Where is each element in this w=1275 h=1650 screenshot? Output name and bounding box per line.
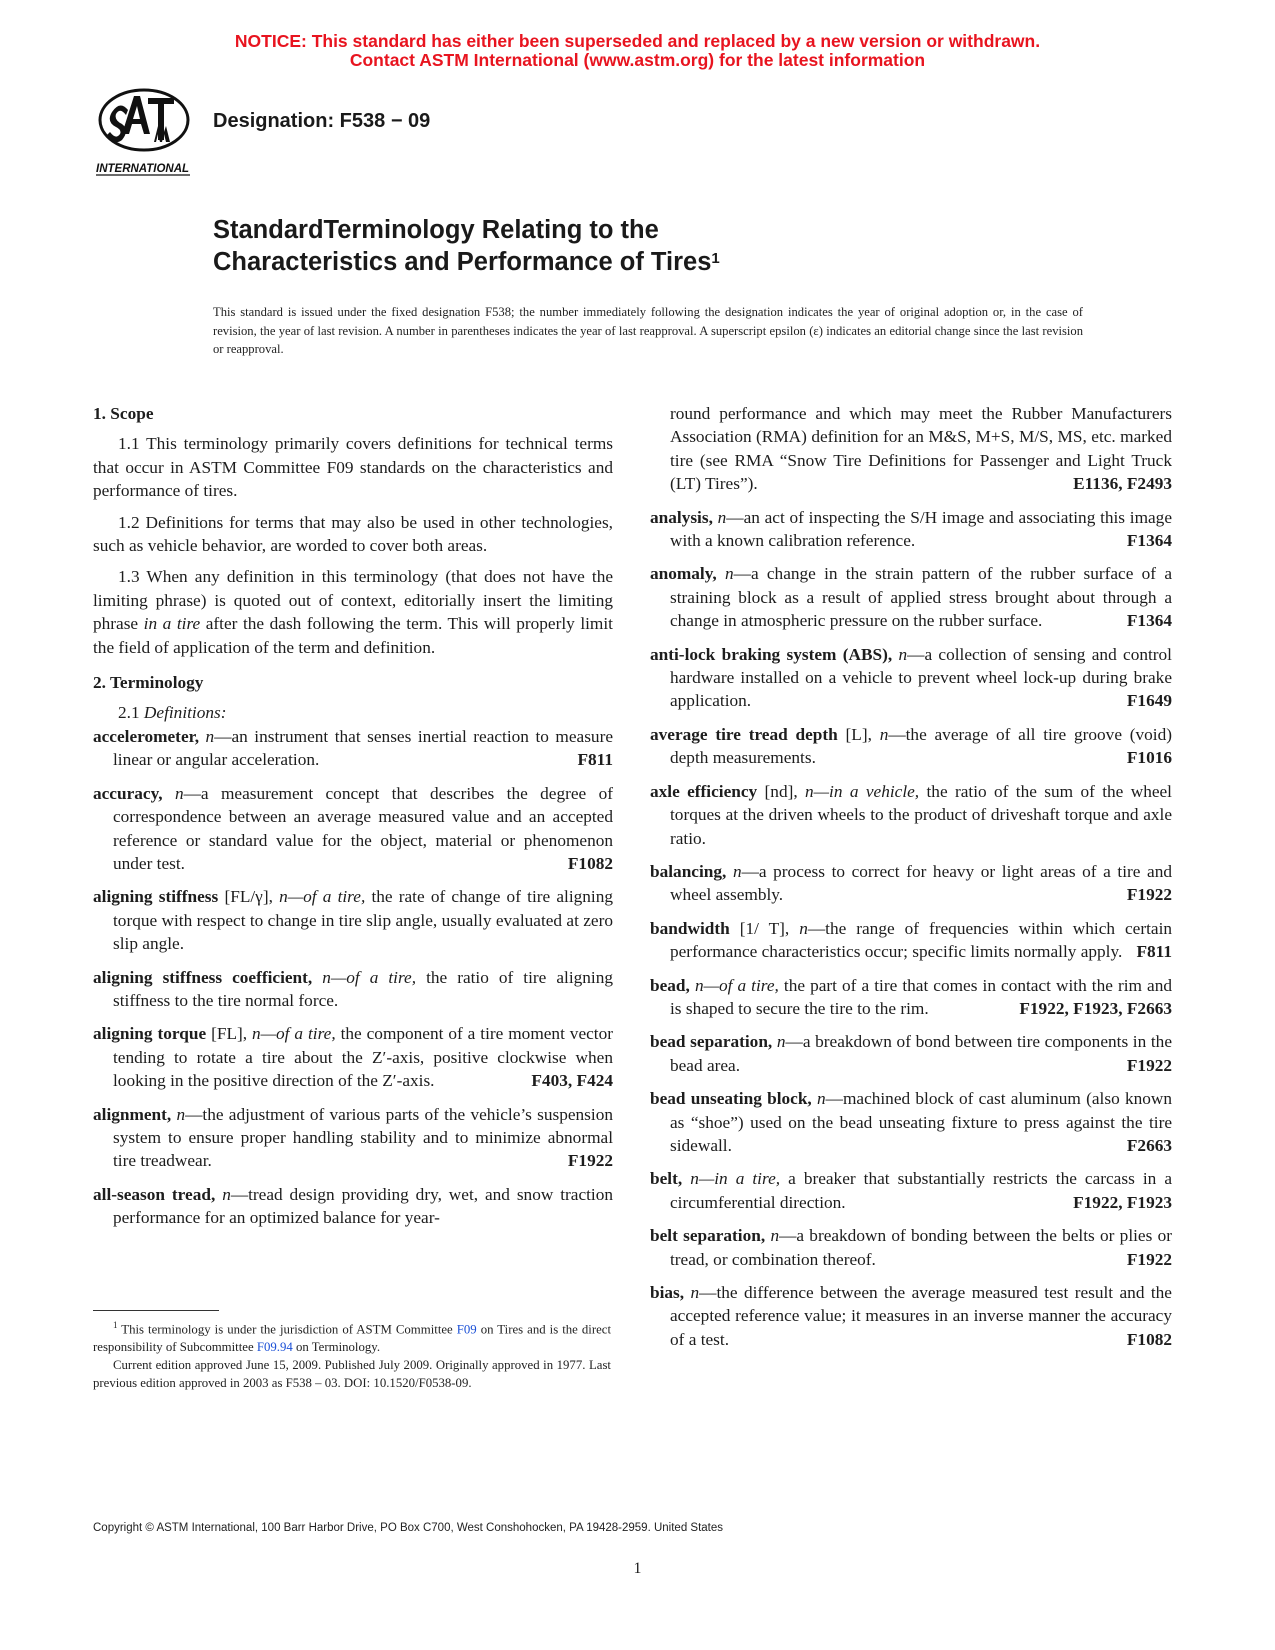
term-definition: a breaker that substantially restricts the carcass in a circumferential direction. [670,1169,1172,1212]
definition-entry [650,1281,1172,1351]
term-name: bead separation, [650,1032,773,1052]
term-qualifier: —of a tire, [287,887,366,907]
part-of-speech: n [279,887,288,907]
left-term-list [93,725,613,1230]
definitions-subheading: 2.1 Definitions: [118,703,227,723]
term-definition: —a change in the strain pattern of the rubber surface of a straining block as a result of applied stress brought about through a change in atmospheric pressure on the rubber surface. [670,564,1172,631]
definition-entry [650,780,1172,850]
definition-reference: F403, F424 [531,1071,613,1091]
term-definition: —the average of all tire groove (void) depth measurements. [670,724,1172,768]
definition-reference: F1922 [1126,1055,1172,1075]
term-unit: [L], [837,724,872,744]
right-column [650,402,1172,1361]
definition-entry [650,1087,1172,1157]
term-name: aligning stiffness coefficient, [93,967,313,987]
scope-para-2: 1.2 Definitions for terms that may also be used in other technologies, such as vehicle behavior, are worded to cover both areas. [93,512,613,556]
committee-link[interactable]: F09 [456,1322,477,1337]
part-of-speech: n [690,1283,700,1302]
definition-reference: F1649 [1126,691,1172,711]
term-unit: [FL/γ], [218,887,273,907]
definition-entry [650,643,1172,713]
definition-entry [650,506,1172,553]
term-definition: the rate of change of tire aligning torque with respect to change in tire slip angle, usually evaluated at zero slip angle. [113,887,614,954]
term-definition: —an act of inspecting the S/H image and associating this image with a known calibration reference. [670,507,1172,551]
right-term-list [650,506,1172,1352]
term-name: accuracy, [93,783,163,803]
withdrawal-notice [0,32,1275,70]
part-of-speech: n [879,724,889,744]
definition-entry [650,974,1172,1021]
term-name: bead, [650,975,690,995]
term-definition: —machined block of cast aluminum (also known as “shoe”) used on the bead unseating fixture to press against the tire sidewall. [670,1089,1173,1155]
astm-logo-icon [92,82,196,178]
left-column [93,402,613,1240]
notice-line-1: NOTICE: This standard has either been superseded and replaced by a new version or withdrawn. [234,31,1041,51]
definition-entry [650,1167,1172,1214]
term-unit: [FL], [206,1024,248,1044]
notice-line-2: Contact ASTM International (www.astm.org) for the latest information [349,50,926,70]
term-name: aligning torque [93,1024,207,1044]
definition-entry [650,1030,1172,1077]
term-definition: the component of a tire moment vector tending to rotate a tire about the Z′-axis, positive clockwise when looking in the positive direction of the Z′-axis. [113,1024,613,1091]
footnote-para-2: Current edition approved June 15, 2009. Published July 2009. Originally approved in 1977. Last previous edition approved in 2003 as F538 – 03. DOI: 10.1520/F0538-09. [93,1358,611,1391]
definition-entry [650,860,1172,907]
term-definition: —the range of frequencies within which certain performance characteristics occur; specific limits normally apply. [670,918,1173,962]
definition-reference: F1922 [1126,1249,1172,1269]
term-name: bias, [650,1283,685,1302]
title-footnote-mark: 1 [711,250,720,267]
scope-para-3: 1.3 When any definition in this terminology (that does not have the limiting phrase) is quoted out of context, editorially insert the limiting phrase in a tire after the dash following the term. This will properly limit the field of application of the term and definition. [93,567,613,657]
term-definition: —the adjustment of various parts of the vehicle’s suspension system to ensure proper handling stability and to minimize abnormal tire treadwear. [113,1104,613,1171]
definition-entry [650,723,1172,770]
part-of-speech: n [176,1104,186,1124]
footnote-para-1: $^1$ This terminology is under the jurisdiction of ASTM Committee F09 on Tires and is the direct responsibility of Subcommittee F09.94 on Terminology. [93,1320,611,1355]
term-name: belt separation, [650,1226,766,1246]
term-definition: —a breakdown of bond between tire components in the bead area. [670,1032,1172,1075]
term-definition: —a breakdown of bonding between the belts or plies or tread, or combination thereof. [670,1226,1172,1269]
term-definition: the part of a tire that comes in contact with the rim and is shaped to secure the tire to the rim. [670,975,1172,1018]
footnote [93,1316,611,1392]
page-title [213,214,720,278]
scope-para-1: 1.1 This terminology primarily covers definitions for technical terms that occur in ASTM Committee F09 standards on the characteristics and performance of tires. [93,434,613,501]
definition-entry [650,562,1172,632]
part-of-speech: n [732,861,742,881]
definition-reference: F1922 [1126,885,1172,905]
part-of-speech: n [770,1226,780,1246]
term-name: bead unseating block, [650,1089,812,1109]
definition-entry [93,1183,613,1230]
definition-reference: F1922, F1923, F2663 [1019,998,1172,1018]
term-definition: —a process to correct for heavy or light areas of a tire and wheel assembly. [670,861,1172,905]
term-unit: [1/ T], [729,918,790,938]
part-of-speech: n [694,975,704,995]
definition-reference: F1364 [1126,531,1172,551]
copyright: Copyright © ASTM International, 100 Barr Harbor Drive, PO Box C700, West Conshohocken, PA 19428-2959. United States [93,1522,724,1534]
term-name: analysis, [650,507,713,527]
term-name: average tire tread depth [650,724,838,744]
term-unit: [nd], [757,781,798,801]
term-name: anti-lock braking system (ABS), [650,644,893,664]
term-name: balancing, [650,861,727,881]
term-name: all-season tread, [93,1184,216,1204]
part-of-speech: n [725,564,734,584]
definition-entry [93,885,613,955]
term-name: aligning stiffness [93,887,219,907]
part-of-speech: n [322,967,331,987]
definition-entry [93,1022,613,1092]
term-definition: —a measurement concept that describes the degree of correspondence between an average measured value and an accepted reference or standard value for the object, material or phenomenon under test. [113,783,613,873]
definition-entry [93,1103,613,1173]
definition-entry [93,966,613,1013]
term-definition: —an instrument that senses inertial reaction to measure linear or angular acceleration. [113,726,613,770]
part-of-speech: n [205,726,215,746]
terminology-heading: 2. Terminology [93,673,204,693]
part-of-speech: n [252,1024,261,1044]
term-qualifier: —in a tire, [698,1169,781,1189]
term-definition: —the difference between the average measured test result and the accepted reference value; it measures in an inverse manner the accuracy of a test. [670,1283,1172,1349]
definition-entry [93,725,613,772]
term-name: bandwidth [650,918,730,938]
definition-entry [650,1224,1172,1271]
logo-text: INTERNATIONAL [96,163,190,175]
term-qualifier: —of a tire, [330,967,417,987]
term-name: belt, [650,1169,683,1189]
title-line-2: Characteristics and Performance of Tires$^1$ [213,248,720,276]
issued-note: This standard is issued under the fixed designation F538; the number immediately following the designation indicates the year of original adoption or, in the case of revision, the year of last revision. A number in parentheses indicates the year of last reapproval. A superscript epsilon (ε) indicates an editorial change since the last revision or reapproval. [213,305,1083,356]
term-definition: —a collection of sensing and control hardware installed on a vehicle to prevent wheel lock-up during brake application. [670,644,1172,711]
scope-heading: 1. Scope [93,404,154,423]
page-number: 1 [633,1560,642,1577]
designation: Designation: F538 − 09 [213,110,431,132]
term-qualifier: —of a tire, [260,1024,336,1044]
part-of-speech: n [690,1169,699,1189]
subcommittee-link[interactable]: F09.94 [256,1340,293,1355]
definition-entry [93,782,613,876]
part-of-speech: n [805,781,814,801]
definition-reference: F1082 [1126,1329,1172,1349]
definition-reference: F1016 [1126,748,1172,768]
term-definition: —tread design providing dry, wet, and snow traction performance for an optimized balance for year- [113,1184,614,1228]
term-name: alignment, [93,1104,172,1124]
definition-reference: F1364 [1126,611,1172,631]
part-of-speech: n [799,918,808,938]
definition-reference: F1082 [567,853,613,873]
term-name: accelerometer, [93,726,200,746]
part-of-speech: n [175,783,184,803]
term-definition: the ratio of the sum of the wheel torques at the driven wheels to the product of driveshaft torque and axle ratio. [670,781,1172,848]
definition-reference: F1922, F1923 [1073,1192,1172,1212]
term-name: anomaly, [650,564,717,584]
term-definition: the ratio of tire aligning stiffness to the tire normal force. [113,967,613,1010]
part-of-speech: n [222,1184,231,1204]
definition-reference: E1136, F2493 [1073,474,1172,494]
part-of-speech: n [717,507,727,527]
part-of-speech: n [817,1089,826,1109]
definition-entry [650,917,1172,964]
term-name: axle efficiency [650,781,758,801]
title-line-1: StandardTerminology Relating to the [213,216,659,244]
footnote-rule [93,1310,219,1311]
definition-reference: F2663 [1126,1135,1172,1155]
definition-reference: F1922 [567,1151,613,1171]
continued-definition: round performance and which may meet the Rubber Manufacturers Association (RMA) definition for an M&S, M+S, M/S, MS, etc. marked tire (see RMA “Snow Tire Definitions for Passenger and Light Truck (LT) Tires”). E1136, F2493 [650,402,1172,496]
definition-reference: F811 [1136,942,1172,962]
term-qualifier: —in a vehicle, [813,781,920,801]
definition-reference: F811 [577,750,613,770]
part-of-speech: n [776,1032,786,1052]
term-qualifier: —of a tire, [703,975,779,995]
part-of-speech: n [898,644,908,664]
